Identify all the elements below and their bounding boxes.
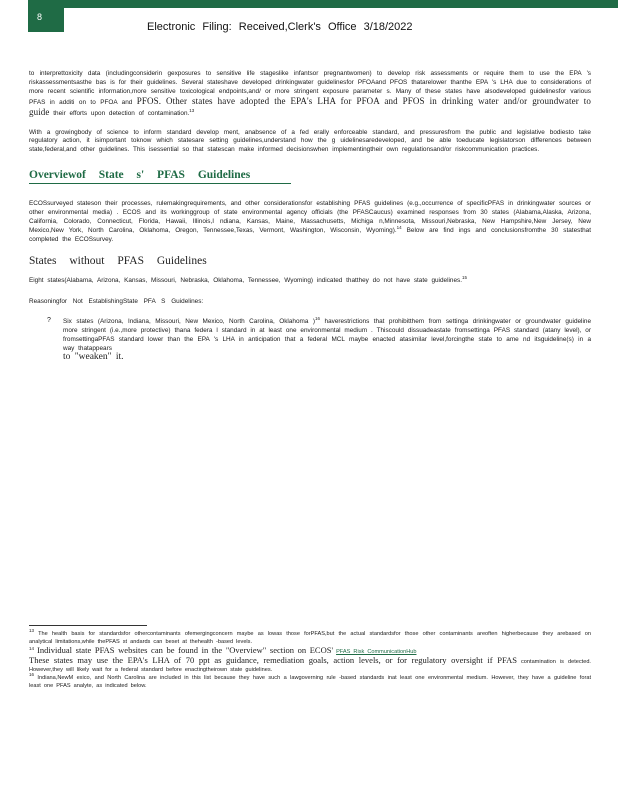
page-body: [29, 70, 591, 362]
footnote-16-number: 16: [29, 672, 35, 678]
header-rule: [64, 0, 618, 8]
intro-paragraph-2: With a growingbody of science to inform standard develop ment, anabsence of a fed erally enforceable standard, and pressuresfrom the public and legislative bodiesto take regulatory action, it isimportant toknow which statesare setting guidelines,understand how the g uidelinesaredeveloped, and be able toeducate legislatorson differences between state,federal,and other guidelines. This isessential so that statescan make informed decisionswhen implementingtheir own regulationsand/or riskcommunication practices.: [29, 128, 591, 154]
footnote-16: [29, 674, 591, 690]
overview-heading: Overviewof State s' PFAS Guidelines: [29, 169, 251, 182]
bullet-text-a: Six states (Arizona, Indiana, Missouri, New Mexico, North Carolina, Oklahoma ): [63, 317, 315, 325]
bullet-text-c: to "weaken" it.: [63, 351, 124, 362]
filing-stamp-header: Electronic Filing: Received,Clerk's Office 3/18/2022: [147, 21, 413, 33]
overview-paragraph: [29, 200, 591, 245]
states-without-text: Eight states(Alabama, Arizona, Kansas, Missouri, Nebraska, Oklahoma, Tennessee, Wyoming) indicated thatthey do not have state guidelines.: [29, 276, 463, 284]
intro-paragraph-1: [29, 70, 591, 119]
states-without-paragraph: [29, 274, 591, 286]
page-number-badge: [28, 0, 64, 32]
bullet-marker: ?: [47, 316, 51, 324]
overview-p1-tail: Below are find ings and conclusionsfromthe 30 statesthat completed the ECOSsurvey.: [29, 226, 591, 243]
page-number: 8: [37, 12, 43, 22]
footnote-16-text: Indiana,NewM exico, and North Carolina are included in this list because they have such a lawgoverning rule -based standards inat least one environmental medium. However, they have a guideline forat least one PFAS analyte, as indicated below.: [29, 675, 591, 689]
footnote-14-number: 14: [29, 646, 35, 652]
footnote-ref-16: 16: [315, 315, 321, 321]
states-without-heading: States without PFAS Guidelines: [29, 254, 207, 267]
intro-p1-text-b: PFOS. Other states have adopted the EPA's LHA for PFOA and PFOS in drinking water and/or groundwater to guide: [29, 95, 592, 117]
footnote-ref-15: 15: [462, 274, 468, 280]
footnote-14: [29, 646, 591, 674]
footnote-divider: [29, 625, 147, 626]
bullet-text-b: haverestrictions that prohibitthem from settinga drinkingwater or groundwater guideline more stringent (i.e.,more protective) thana federa l standard in at least one environmental medium . Thiscould dissuadeastate fromsettinga PFAS standard (atany level), or fromsettingaPFAS standard lower than the EPA 's LHA in anticipation that a federal MCL maybe enacted atasimilar level,forcingthe state to ame nd itsguideline(s) in a way thatappears: [63, 317, 592, 352]
footnote-13-text: The health basis for standardsfor othercontaminants ofemergingconcern maybe as lowas those forPFAS,but the actual standardsfor those other contaminants areoften higherbecause they arebased on analytical limitations,while thePFAS st andards can beset at thehealth -based levels.: [29, 631, 592, 645]
footnotes-section: [29, 630, 591, 690]
footnote-14-text-c: contamination is detected. However,they will likely wait for a federal standard before enactingtheirown state guidelines.: [29, 659, 591, 673]
overview-p1-text: ECOSsurveyed stateson their processes, rulemakingrequirements, and other considerationsfor establishing PFAS guidelines (e.g.,occurrence of specificPFAS in drinkingwater sources or other environmental media) . ECOS and its workinggroup of state environmental agency officials (the PFASCaucus) examined responses from 30 states (Alabama,Alaska, Arizona, California, Colorado, Connecticut, Florida, Hawaii, Illinois,I ndiana, Kansas, Maine, Massachusetts, Michiga n,Minnesota, Missouri,Nebraska, New Hampshire,New Jersey, New Mexico,New York, North Carolina, Oklahoma, Oregon, Tennessee,Texas, Vermont, Washington, Wisconsin, Wyoming).: [29, 200, 591, 234]
footnote-ref-13: 13: [189, 107, 195, 113]
footnote-13-number: 13: [29, 628, 35, 634]
footnote-ref-14: 14: [396, 224, 402, 230]
pfas-risk-communication-hub-link[interactable]: PFAS Risk CommunicationHub: [336, 649, 417, 655]
footnote-14-text-a: Individual state PFAS websites can be found in the "Overview" section on ECOS': [37, 645, 333, 655]
intro-p1-text-a: to interprettoxicity data (includingconsiderin gexposures to sensitive life stageslike infantsor pregnantwomen) to develop risk assessments or require them to use the EPA 's riskassessmentsasthe bas is for their guidelines. Several stateshave developed drinkingwater guidelinesfor PFOAand PFOS thatarelower thanthe EPA 's LHA due to considerations of more recent scientific information,more sensitive toxicological endpoints,and/ or more stringent exposure parameter s. Many of these states have alsodeveloped guidelinesfor various PFAS in additi on to PFOA and: [29, 70, 591, 106]
intro-p1-text-c: their efforts upon detection of contamination.: [53, 109, 190, 117]
reasoning-label: Reasoningfor Not EstablishingState PFA S Guidelines:: [29, 297, 204, 305]
footnote-13: [29, 630, 591, 646]
footnote-14-text-b: These states may use the EPA's LHA of 70 ppt as guidance, remediation goals, action levels, or for regulatory oversight if PFAS: [29, 655, 517, 665]
reasoning-bullet-text: [63, 317, 591, 362]
overview-heading-rule: [29, 183, 291, 184]
reasoning-bullet: [29, 317, 591, 362]
